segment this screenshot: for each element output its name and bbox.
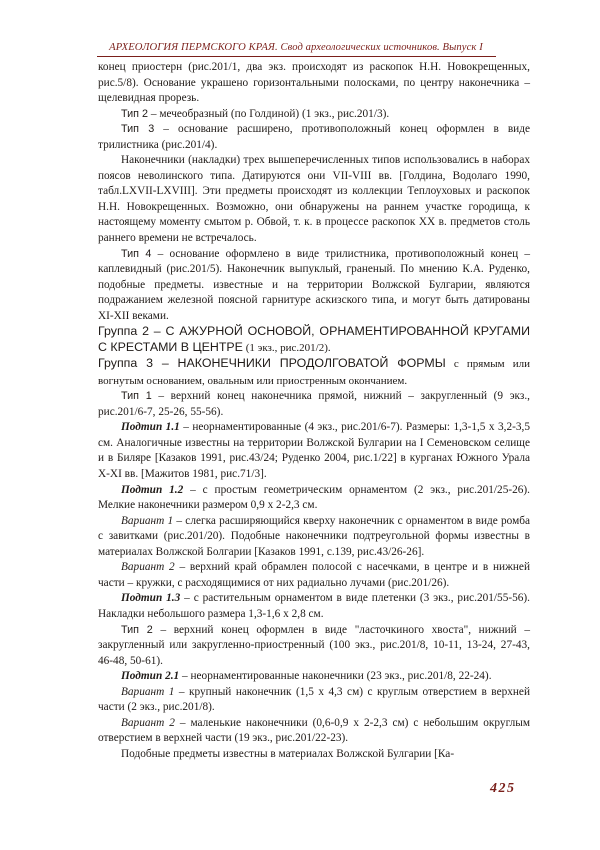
paragraph: Вариант 2 – маленькие наконечники (0,6-0,9 х 2-2,3 см) с небольшим округлым отверстием в верхней части (19 экз., рис.201/22-23). bbox=[98, 716, 531, 745]
paragraph: Вариант 2 – верхний край обрамлен полосой с насечками, в центре и в нижней части – кружки, с расходящимися от них радиально лучами (рис.201/26). bbox=[98, 561, 530, 589]
variant-label: Вариант 2 bbox=[121, 561, 175, 574]
paragraph: Подтип 1.2 – с простым геометрическим орнаментом (2 экз., рис.201/25-26). Мелкие наконечники размером 0,9 х 2-2,3 см. bbox=[98, 483, 530, 512]
type-label: Тип 3 bbox=[121, 123, 155, 136]
type-label: Тип 1 bbox=[121, 390, 152, 403]
body-text bbox=[98, 60, 530, 762]
paragraph: Подобные предметы известны в материалах Волжской Булгарии [Ка- bbox=[121, 747, 455, 760]
paragraph: Подтип 1.1 – неорнаментированные (4 экз., рис.201/6-7). Размеры: 1,3-1,5 х 3,2-3,5 см. Аналогичные известны на территории Волжской Булгарии на I Семеновском селище и в Биляре [Казаков 1991, рис.43/24; Руденко 2004, рис.1/22] в курганах Южного Урала X-XI вв. [Мажитов 1981, рис.71/3]. bbox=[98, 421, 530, 481]
paragraph: Подтип 2.1 – неорнаментированные наконечники (23 экз., рис.201/8, 22-24). bbox=[121, 670, 492, 683]
paragraph: Тип 2 – верхний конец оформлен в виде "ласточкиного хвоста", нижний – закругленный или закругленно-приостренный (100 экз., рис.201/8, 10-11, 13-24, 27-43, 46-48, 50-61). bbox=[98, 623, 530, 667]
paragraph: конец приостерн (рис.201/1, два экз. происходят из раскопок Н.Н. Новокрещенных, рис.5/8). Основание украшено горизонтальными полосками, по центру наконечника – щелевидная прорезь. bbox=[98, 61, 530, 105]
header-rule bbox=[97, 56, 496, 57]
paragraph: Вариант 1 – крупный наконечник (1,5 х 4,3 см) с круглым отверстием в верхней части (2 экз., рис.201/8). bbox=[98, 685, 530, 714]
group-heading: Группа 3 – НАКОНЕЧНИКИ ПРОДОЛГОВАТОЙ ФОРМЫ с прямым или вогнутым основанием, овальным или приостренным окончанием. bbox=[98, 356, 530, 387]
type-label: Тип 2 bbox=[121, 623, 153, 636]
paragraph: Тип 4 – основание оформлено в виде трилистника, противоположный конец – каплевидный (рис.201/5). Наконечник выпуклый, граненый. По мнению К.А. Руденко, подобные предметы. известные и на территории Волжской Булгарии, являются подражанием железной поясной гарнитуре аскизского типа, и могут быть датированы XI-XII веками. bbox=[98, 247, 530, 322]
running-header: АРХЕОЛОГИЯ ПЕРМСКОГО КРАЯ. Свод археологических источников. Выпуск I bbox=[109, 42, 483, 53]
subtype-label: Подтип 1.1 bbox=[121, 421, 180, 434]
paragraph: Тип 1 – верхний конец наконечника прямой, нижний – закругленный (9 экз., рис.201/6-7, 25-26, 55-56). bbox=[98, 390, 530, 418]
paragraph: Вариант 1 – слегка расширяющийся кверху наконечник с орнаментом в виде ромба с завитками (рис.201/20). Подобные наконечники подтреугольной формы известны в материалах Волжской Болгарии [Казаков 1991, с.139, рис.43/26-26]. bbox=[98, 514, 530, 558]
paragraph: Тип 2 – мечеобразный (по Голдиной) (1 экз., рис.201/3). bbox=[121, 107, 390, 120]
subtype-label: Подтип 1.2 bbox=[121, 483, 184, 496]
type-label: Тип 4 bbox=[121, 247, 152, 260]
subtype-label: Подтип 2.1 bbox=[121, 670, 180, 683]
group-heading: Группа 2 – С АЖУРНОЙ ОСНОВОЙ, ОРНАМЕНТИРОВАННОЙ КРУГАМИ С КРЕСТАМИ В ЦЕНТРЕ (1 экз., рис.201/2). bbox=[98, 324, 530, 354]
subtype-label: Подтип 1.3 bbox=[121, 592, 181, 605]
variant-label: Вариант 1 bbox=[121, 685, 175, 698]
variant-label: Вариант 2 bbox=[121, 716, 175, 729]
page-number: 425 bbox=[490, 781, 516, 796]
variant-label: Вариант 1 bbox=[121, 514, 174, 527]
paragraph: Наконечники (накладки) трех вышеперечисленных типов использовались в наборах поясов неволинского типа. Датируются они VII-VIII вв. [Голдина, Водолаго 1990, табл.LXVII-LXVIII]. Эти предметы происходят из коллекции Теплоуховых и раскопок Н.Н. Новокрещенных. Возможно, они обнаружены на раннем участке городища, к настоящему моменту смытом р. Обвой, т. к. в процессе раскопок XX в. предметов столь раннего времени не встречалось. bbox=[98, 154, 530, 245]
paragraph: Тип 3 – основание расширено, противоположный конец оформлен в виде трилистника (рис.201/4). bbox=[98, 123, 530, 151]
paragraph: Подтип 1.3 – с растительным орнаментом в виде плетенки (3 экз., рис.201/55-56). Накладки небольшого размера 1,3-1,6 х 2,8 см. bbox=[98, 592, 530, 620]
type-label: Тип 2 bbox=[121, 107, 149, 120]
